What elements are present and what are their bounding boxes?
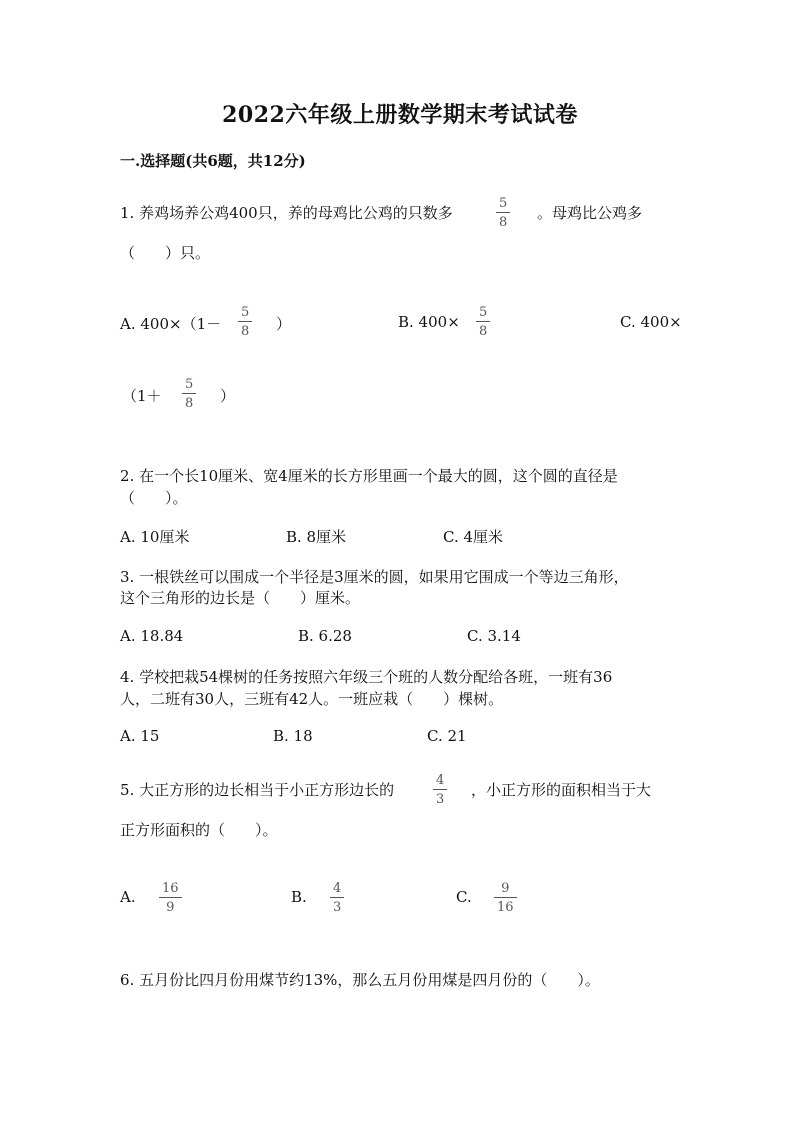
option-b-fraction: 5 8 — [476, 306, 490, 338]
question-1-text-cont: 。母鸡比公鸡多 — [537, 204, 643, 222]
question-5-text-cont: ，小正方形的面积相当于大 — [471, 781, 652, 799]
option-a-close-paren: ） — [276, 315, 292, 333]
question-3-option-c[interactable]: C. 3.14 — [467, 627, 521, 645]
option-a-fraction: 16 9 — [159, 882, 182, 914]
question-4-option-a[interactable]: A. 15 — [120, 727, 160, 745]
question-1-option-a[interactable]: A. 400×（1－ — [120, 315, 222, 333]
question-2-option-a[interactable]: A. 10厘米 — [120, 528, 190, 546]
question-1-fraction: 5 8 — [496, 197, 510, 229]
question-6-text: 6. 五月份比四月份用煤节约13%，那么五月份用煤是四月份的（ ）。 — [120, 971, 600, 989]
question-5-option-c[interactable]: C. — [456, 888, 472, 906]
question-2-option-b[interactable]: B. 8厘米 — [286, 528, 347, 546]
option-a-fraction: 5 8 — [238, 306, 252, 338]
option-c-close-paren: ） — [220, 387, 236, 405]
question-3-option-a[interactable]: A. 18.84 — [120, 627, 184, 645]
question-3-text: 3. 一根铁丝可以围成一个半径是3厘米的圆，如果用它围成一个等边三角形， — [120, 568, 629, 586]
question-2-option-c[interactable]: C. 4厘米 — [443, 528, 504, 546]
question-5-option-b[interactable]: B. — [291, 888, 307, 906]
question-5-fraction: 4 3 — [433, 774, 447, 806]
question-3-option-b[interactable]: B. 6.28 — [298, 627, 352, 645]
question-4-text-cont: 人，二班有30人，三班有42人。一班应栽（ ）棵树。 — [120, 690, 504, 708]
section-heading: 一.选择题(共6题，共12分) — [120, 152, 306, 170]
question-4-text: 4. 学校把栽54棵树的任务按照六年级三个班的人数分配给各班，一班有36 — [120, 668, 613, 686]
question-5-text-cont-2: 正方形面积的（ ）。 — [120, 821, 278, 839]
question-2-text: 2. 在一个长10厘米、宽4厘米的长方形里画一个最大的圆，这个圆的直径是 — [120, 467, 618, 485]
option-c-fraction: 9 16 — [494, 882, 517, 914]
question-4-option-c[interactable]: C. 21 — [427, 727, 467, 745]
page-title: 2022六年级上册数学期末考试试卷 — [222, 102, 578, 128]
question-2-blank: （ ）。 — [120, 489, 188, 507]
question-1-text: 1. 养鸡场养公鸡400只，养的母鸡比公鸡的只数多 — [120, 204, 453, 222]
question-4-option-b[interactable]: B. 18 — [273, 727, 313, 745]
option-c-fraction: 5 8 — [182, 378, 196, 410]
question-1-option-b[interactable]: B. 400× — [398, 313, 460, 331]
option-b-fraction: 4 3 — [330, 882, 344, 914]
question-5-option-a[interactable]: A. — [120, 888, 136, 906]
option-c-continued[interactable]: （1＋ — [122, 387, 162, 405]
question-1-option-c[interactable]: C. 400× — [620, 313, 682, 331]
question-5-text: 5. 大正方形的边长相当于小正方形边长的 — [120, 781, 395, 799]
question-3-text-cont: 这个三角形的边长是（ ）厘米。 — [120, 589, 361, 607]
question-1-blank: （ ）只。 — [120, 244, 211, 262]
